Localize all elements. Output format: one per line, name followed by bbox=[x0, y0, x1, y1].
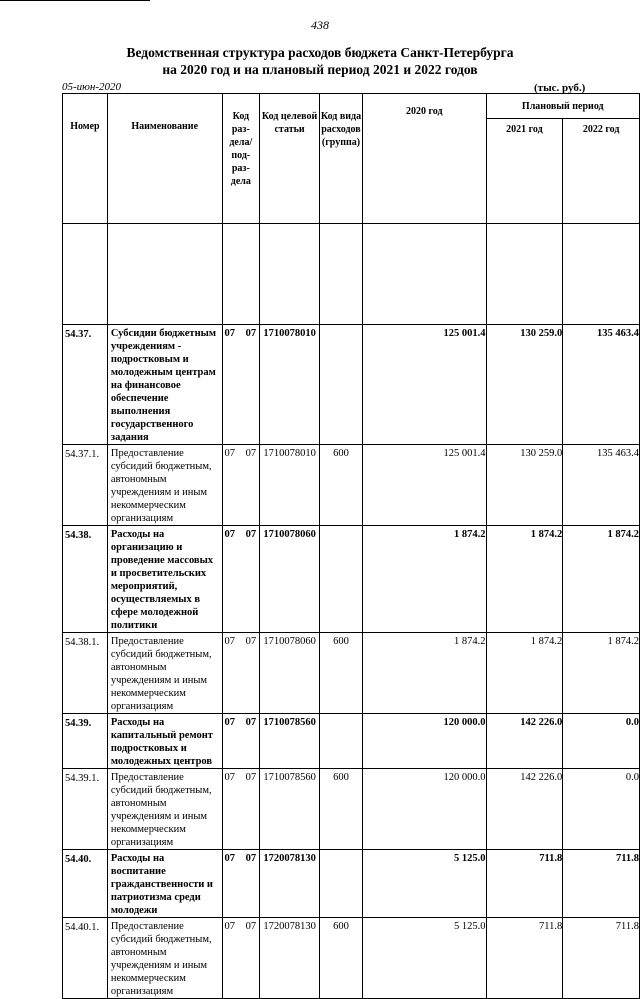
table-body bbox=[63, 224, 640, 999]
table-row bbox=[63, 769, 640, 850]
unit-label: (тыс. руб.) bbox=[534, 82, 586, 94]
page-number: 438 bbox=[311, 18, 329, 32]
row-amount-2021: 1 874.2 bbox=[486, 526, 563, 633]
header-target-code: Код целевой статьи bbox=[260, 94, 320, 224]
table-row bbox=[63, 526, 640, 633]
row-amount-2022: 1 874.2 bbox=[563, 633, 640, 714]
header-number: Номер bbox=[63, 94, 108, 224]
report-date: 05-июн-2020 bbox=[62, 81, 122, 93]
row-amount-2021: 142 226.0 bbox=[486, 769, 563, 850]
row-section-code bbox=[222, 325, 260, 445]
row-target-code: 1710078010 bbox=[260, 325, 320, 445]
row-amount-2022: 711.8 bbox=[563, 918, 640, 999]
row-amount-2021: 711.8 bbox=[486, 918, 563, 999]
row-name: Расходы на воспитание гражданственности и патриотизма среди молодежи bbox=[107, 850, 222, 918]
row-number: 54.40.1. bbox=[63, 918, 108, 999]
row-target-code: 1720078130 bbox=[260, 850, 320, 918]
table-row bbox=[63, 325, 640, 445]
row-name: Расходы на организацию и проведение массовых и просветительских мероприятий, осуществляемых в сфере молодежной политики bbox=[107, 526, 222, 633]
row-number: 54.38. bbox=[63, 526, 108, 633]
row-kind-code bbox=[320, 850, 363, 918]
row-section: 07 bbox=[224, 529, 235, 540]
row-amount-2020: 1 874.2 bbox=[362, 633, 486, 714]
row-kind-code bbox=[320, 526, 363, 633]
row-amount-2021: 1 874.2 bbox=[486, 633, 563, 714]
row-section: 07 bbox=[224, 448, 235, 459]
row-amount-2021: 130 259.0 bbox=[486, 325, 563, 445]
row-target-code: 1710078060 bbox=[260, 526, 320, 633]
row-section-code bbox=[222, 714, 260, 769]
header-section-code: Код раз-дела/ под-раз-дела bbox=[222, 94, 260, 224]
row-target-code: 1720078130 bbox=[260, 918, 320, 999]
document-title bbox=[0, 44, 640, 78]
table-row bbox=[63, 633, 640, 714]
row-amount-2022: 711.8 bbox=[563, 850, 640, 918]
row-subsection: 07 bbox=[245, 853, 257, 864]
row-section-code bbox=[222, 633, 260, 714]
row-subsection: 07 bbox=[245, 529, 257, 540]
row-subsection: 07 bbox=[245, 636, 257, 647]
row-amount-2020: 5 125.0 bbox=[362, 850, 486, 918]
row-target-code: 1710078560 bbox=[260, 714, 320, 769]
row-name: Субсидии бюджетным учреждениям - подростковым и молодежным центрам на финансовое обеспечение выполнения государственного задания bbox=[107, 325, 222, 445]
row-name: Предоставление субсидий бюджетным, автономным учреждениям и иным некоммерческим организациям bbox=[107, 445, 222, 526]
row-amount-2021: 142 226.0 bbox=[486, 714, 563, 769]
row-name: Расходы на капитальный ремонт подростковых и молодежных центров bbox=[107, 714, 222, 769]
row-section: 07 bbox=[224, 328, 235, 339]
row-kind-code bbox=[320, 325, 363, 445]
row-section: 07 bbox=[224, 853, 235, 864]
top-rule bbox=[0, 0, 150, 1]
row-subsection: 07 bbox=[245, 772, 257, 783]
row-number: 54.37. bbox=[63, 325, 108, 445]
row-target-code: 1710078060 bbox=[260, 633, 320, 714]
row-amount-2020: 5 125.0 bbox=[362, 918, 486, 999]
row-section: 07 bbox=[224, 921, 235, 932]
row-amount-2022: 1 874.2 bbox=[563, 526, 640, 633]
row-amount-2022: 0.0 bbox=[563, 769, 640, 850]
row-amount-2022: 135 463.4 bbox=[563, 445, 640, 526]
row-number: 54.40. bbox=[63, 850, 108, 918]
row-kind-code bbox=[320, 714, 363, 769]
row-number: 54.39. bbox=[63, 714, 108, 769]
row-kind-code: 600 bbox=[320, 633, 363, 714]
table-row bbox=[63, 918, 640, 999]
header-spacer-row bbox=[63, 224, 640, 325]
title-line-1: Ведомственная структура расходов бюджета Санкт-Петербурга bbox=[126, 45, 514, 60]
header-2022: 2022 год bbox=[563, 119, 640, 224]
budget-table bbox=[62, 93, 640, 999]
table-row bbox=[63, 850, 640, 918]
row-section-code bbox=[222, 769, 260, 850]
row-section-code bbox=[222, 526, 260, 633]
header-kind-code: Код вида расходов (группа) bbox=[320, 94, 363, 224]
title-line-2: на 2020 год и на плановый период 2021 и 2022 годов bbox=[162, 62, 478, 77]
table-row bbox=[63, 445, 640, 526]
row-kind-code: 600 bbox=[320, 918, 363, 999]
table-row bbox=[63, 714, 640, 769]
row-amount-2021: 711.8 bbox=[486, 850, 563, 918]
row-section-code bbox=[222, 918, 260, 999]
row-amount-2020: 125 001.4 bbox=[362, 445, 486, 526]
row-amount-2020: 120 000.0 bbox=[362, 769, 486, 850]
row-subsection: 07 bbox=[245, 328, 257, 339]
row-subsection: 07 bbox=[245, 921, 257, 932]
row-number: 54.38.1. bbox=[63, 633, 108, 714]
row-amount-2021: 130 259.0 bbox=[486, 445, 563, 526]
row-section-code bbox=[222, 445, 260, 526]
row-number: 54.39.1. bbox=[63, 769, 108, 850]
row-section: 07 bbox=[224, 636, 235, 647]
row-amount-2020: 120 000.0 bbox=[362, 714, 486, 769]
row-section: 07 bbox=[224, 717, 235, 728]
row-number: 54.37.1. bbox=[63, 445, 108, 526]
row-target-code: 1710078010 bbox=[260, 445, 320, 526]
row-subsection: 07 bbox=[245, 717, 257, 728]
header-name: Наименование bbox=[107, 94, 222, 224]
header-2021: 2021 год bbox=[486, 119, 563, 224]
header-2020: 2020 год bbox=[362, 94, 486, 224]
row-amount-2022: 135 463.4 bbox=[563, 325, 640, 445]
row-section: 07 bbox=[224, 772, 235, 783]
row-name: Предоставление субсидий бюджетным, автономным учреждениям и иным некоммерческим организациям bbox=[107, 769, 222, 850]
header-planned-period: Плановый период bbox=[486, 94, 639, 119]
row-subsection: 07 bbox=[245, 448, 257, 459]
row-section-code bbox=[222, 850, 260, 918]
row-name: Предоставление субсидий бюджетным, автономным учреждениям и иным некоммерческим организациям bbox=[107, 918, 222, 999]
row-target-code: 1710078560 bbox=[260, 769, 320, 850]
row-name: Предоставление субсидий бюджетным, автономным учреждениям и иным некоммерческим организациям bbox=[107, 633, 222, 714]
row-amount-2020: 125 001.4 bbox=[362, 325, 486, 445]
row-kind-code: 600 bbox=[320, 445, 363, 526]
row-kind-code: 600 bbox=[320, 769, 363, 850]
row-amount-2020: 1 874.2 bbox=[362, 526, 486, 633]
row-amount-2022: 0.0 bbox=[563, 714, 640, 769]
